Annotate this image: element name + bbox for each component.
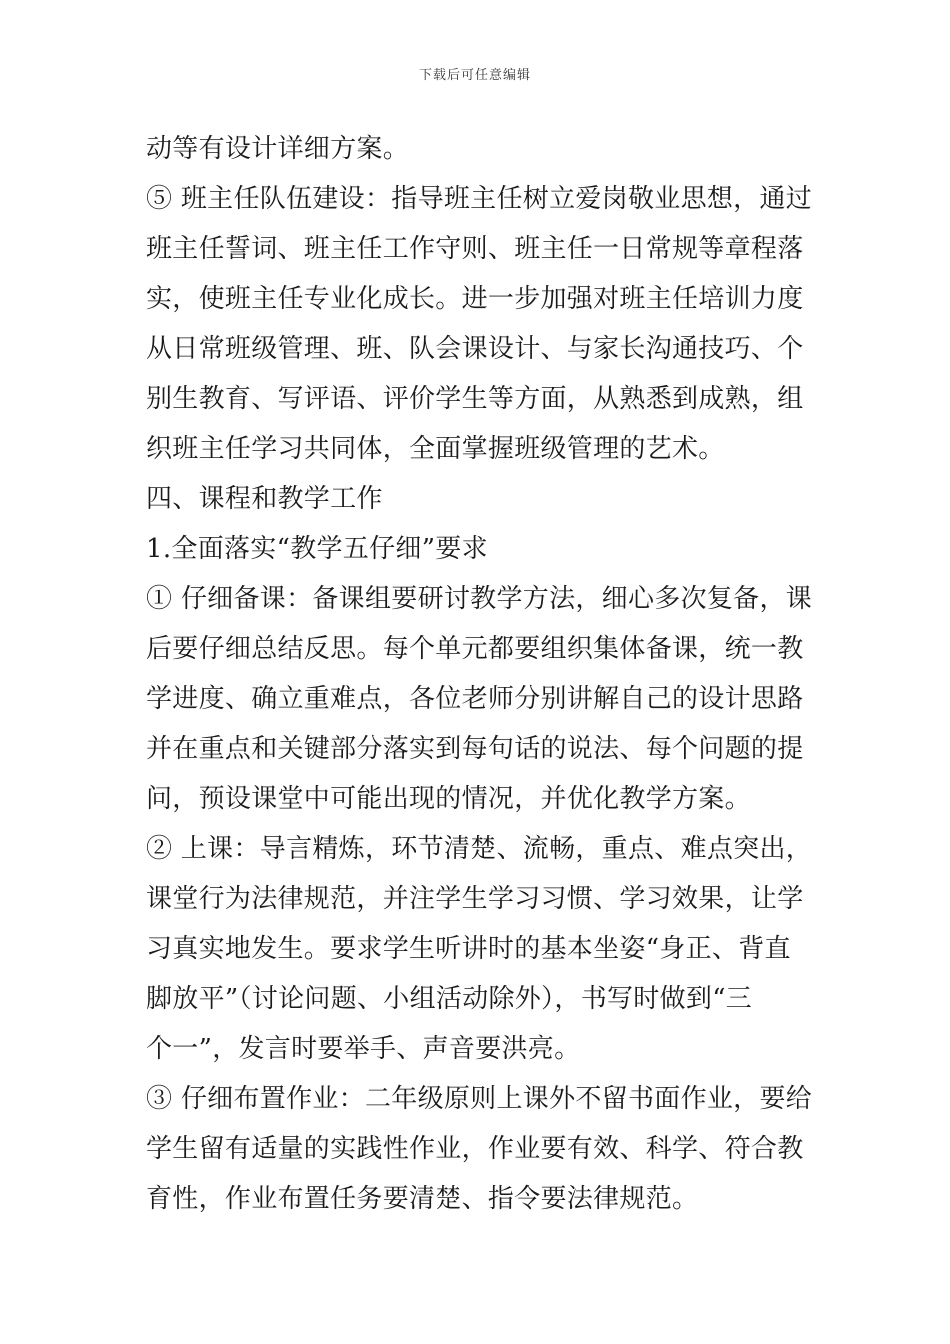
text-line: 织班主任学习共同体，全面掌握班级管理的艺术。: [146, 434, 725, 464]
text-line: 习真实地发生。要求学生听讲时的基本坐姿“身正、背直: [146, 934, 791, 964]
text-line: 课堂行为法律规范，并注学生学习习惯、学习效果，让学: [146, 884, 804, 914]
text-line: 从日常班级管理、班、队会课设计、与家长沟通技巧、个: [146, 334, 804, 364]
text-line: 脚放平”（讨论问题、小组活动除外），书写时做到“三: [146, 984, 753, 1014]
text-line: ③ 仔细布置作业：二年级原则上课外不留书面作业，要给: [146, 1084, 813, 1114]
text-line: 学进度、确立重难点，各位老师分别讲解自己的设计思路: [146, 684, 804, 714]
text-line: 动等有设计详细方案。: [146, 134, 410, 164]
text-line: ② 上课：导言精炼，环节清楚、流畅，重点、难点突出，: [146, 834, 813, 864]
text-line: 并在重点和关键部分落实到每句话的说法、每个问题的提: [146, 734, 804, 764]
page-header: 下载后可任意编辑: [418, 68, 531, 83]
text-line: 班主任誓词、班主任工作守则、班主任一日常规等章程落: [146, 234, 804, 264]
text-line: 后要仔细总结反思。每个单元都要组织集体备课，统一教: [146, 634, 804, 664]
text-line: 实，使班主任专业化成长。进一步加强对班主任培训力度: [146, 284, 804, 314]
text-line: 个一”，发言时要举手、声音要洪亮。: [146, 1034, 581, 1064]
subsection-heading: 1.全面落实“教学五仔细”要求: [146, 534, 488, 564]
text-line: 育性，作业布置任务要清楚、指令要法律规范。: [146, 1184, 699, 1214]
text-line: ⑤ 班主任队伍建设：指导班主任树立爱岗敬业思想，通过: [146, 184, 813, 214]
text-line: 问，预设课堂中可能出现的情况，并优化教学方案。: [146, 784, 751, 814]
text-line: 学生留有适量的实践性作业，作业要有效、科学、符合教: [146, 1134, 804, 1164]
text-line: 别生教育、写评语、评价学生等方面，从熟悉到成熟，组: [146, 384, 804, 414]
section-heading: 四、课程和教学工作: [146, 484, 383, 514]
text-line: ① 仔细备课：备课组要研讨教学方法，细心多次复备，课: [146, 584, 813, 614]
document-body: [146, 124, 811, 1224]
